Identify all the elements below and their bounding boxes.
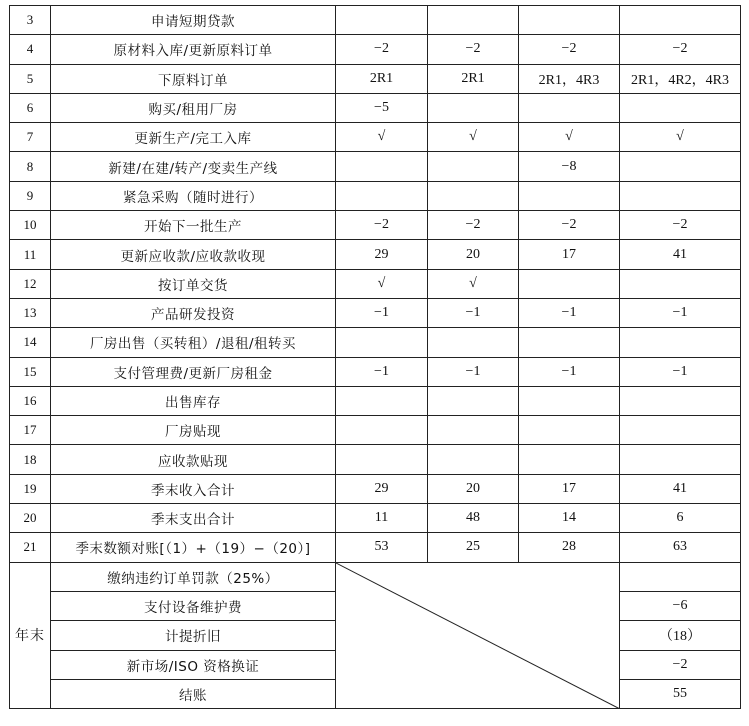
table-row bbox=[10, 64, 741, 93]
task-cell: 按订单交货 bbox=[51, 269, 336, 298]
quarter-q1-cell: −1 bbox=[336, 298, 428, 327]
table-row bbox=[10, 416, 741, 445]
year-end-row bbox=[10, 562, 741, 591]
year-end-value-cell: −2 bbox=[620, 650, 741, 679]
quarter-q1-cell: 29 bbox=[336, 240, 428, 269]
quarter-q1-cell bbox=[336, 416, 428, 445]
table-row bbox=[10, 6, 741, 35]
quarter-q4-cell bbox=[620, 152, 741, 181]
quarter-q1-cell bbox=[336, 328, 428, 357]
year-end-task-cell: 计提折旧 bbox=[51, 621, 336, 650]
quarter-q4-cell: −1 bbox=[620, 298, 741, 327]
quarter-q3-cell bbox=[519, 416, 620, 445]
task-cell: 购买/租用厂房 bbox=[51, 93, 336, 122]
row-number: 11 bbox=[10, 240, 51, 269]
task-cell: 下原料订单 bbox=[51, 64, 336, 93]
quarter-q3-cell: −2 bbox=[519, 35, 620, 64]
quarter-q4-cell bbox=[620, 269, 741, 298]
quarter-q4-cell bbox=[620, 6, 741, 35]
row-number: 20 bbox=[10, 504, 51, 533]
task-cell: 更新应收款/应收款收现 bbox=[51, 240, 336, 269]
quarter-q4-cell: −1 bbox=[620, 357, 741, 386]
quarter-q3-cell bbox=[519, 445, 620, 474]
quarter-q1-cell bbox=[336, 181, 428, 210]
table-row bbox=[10, 533, 741, 562]
quarter-q1-cell bbox=[336, 152, 428, 181]
quarter-q2-cell: −1 bbox=[428, 298, 519, 327]
row-number: 17 bbox=[10, 416, 51, 445]
quarter-q2-cell: 25 bbox=[428, 533, 519, 562]
quarter-q2-cell bbox=[428, 328, 519, 357]
quarter-q4-cell: −2 bbox=[620, 35, 741, 64]
year-end-task-cell: 缴纳违约订单罚款（25%） bbox=[51, 562, 336, 591]
quarter-q1-cell: −1 bbox=[336, 357, 428, 386]
row-number: 18 bbox=[10, 445, 51, 474]
quarter-q4-cell bbox=[620, 181, 741, 210]
quarter-q2-cell: 2R1 bbox=[428, 64, 519, 93]
row-number: 9 bbox=[10, 181, 51, 210]
task-cell: 应收款贴现 bbox=[51, 445, 336, 474]
year-end-value-cell bbox=[620, 562, 741, 591]
quarter-q4-cell bbox=[620, 445, 741, 474]
quarter-q1-cell: −5 bbox=[336, 93, 428, 122]
row-number: 10 bbox=[10, 211, 51, 240]
task-cell: 季末数额对账[（1）+（19）−（20）] bbox=[51, 533, 336, 562]
quarter-q2-cell: 48 bbox=[428, 504, 519, 533]
quarter-q3-cell bbox=[519, 328, 620, 357]
quarter-q4-cell: 2R1，4R2，4R3 bbox=[620, 64, 741, 93]
quarter-q1-cell: 29 bbox=[336, 474, 428, 503]
row-number: 7 bbox=[10, 123, 51, 152]
quarter-q3-cell: √ bbox=[519, 123, 620, 152]
table-row bbox=[10, 474, 741, 503]
quarter-q3-cell bbox=[519, 6, 620, 35]
quarter-q3-cell: 28 bbox=[519, 533, 620, 562]
quarter-q2-cell: √ bbox=[428, 269, 519, 298]
row-number: 16 bbox=[10, 386, 51, 415]
task-cell: 出售库存 bbox=[51, 386, 336, 415]
table-container bbox=[9, 5, 741, 709]
quarter-q2-cell bbox=[428, 386, 519, 415]
task-cell: 厂房出售（买转租）/退租/租转买 bbox=[51, 328, 336, 357]
row-number: 5 bbox=[10, 64, 51, 93]
quarter-q2-cell: −2 bbox=[428, 211, 519, 240]
diagonal-blank-cell bbox=[336, 562, 620, 708]
row-number: 6 bbox=[10, 93, 51, 122]
task-cell: 开始下一批生产 bbox=[51, 211, 336, 240]
table-row bbox=[10, 35, 741, 64]
quarter-q1-cell: −2 bbox=[336, 35, 428, 64]
quarter-q2-cell bbox=[428, 416, 519, 445]
quarter-q1-cell bbox=[336, 6, 428, 35]
quarter-q4-cell: 6 bbox=[620, 504, 741, 533]
row-number: 14 bbox=[10, 328, 51, 357]
table-row bbox=[10, 298, 741, 327]
quarter-q1-cell: −2 bbox=[336, 211, 428, 240]
quarter-q2-cell bbox=[428, 445, 519, 474]
year-end-task-cell: 结账 bbox=[51, 679, 336, 708]
quarter-q4-cell: 63 bbox=[620, 533, 741, 562]
quarter-q2-cell bbox=[428, 152, 519, 181]
quarter-q3-cell bbox=[519, 269, 620, 298]
quarter-q1-cell bbox=[336, 386, 428, 415]
quarter-q3-cell: 17 bbox=[519, 240, 620, 269]
quarter-q2-cell bbox=[428, 181, 519, 210]
task-cell: 季末收入合计 bbox=[51, 474, 336, 503]
quarter-q2-cell: 20 bbox=[428, 474, 519, 503]
year-end-value-cell: 55 bbox=[620, 679, 741, 708]
table-row bbox=[10, 211, 741, 240]
table-row bbox=[10, 269, 741, 298]
table-row bbox=[10, 445, 741, 474]
quarter-q3-cell bbox=[519, 181, 620, 210]
table-row bbox=[10, 181, 741, 210]
quarter-q2-cell bbox=[428, 6, 519, 35]
task-cell: 原材料入库/更新原料订单 bbox=[51, 35, 336, 64]
diagonal-line bbox=[336, 563, 619, 708]
year-end-value-cell: −6 bbox=[620, 591, 741, 620]
table-row bbox=[10, 357, 741, 386]
quarter-q1-cell: √ bbox=[336, 123, 428, 152]
table-row bbox=[10, 328, 741, 357]
quarter-q1-cell: √ bbox=[336, 269, 428, 298]
quarter-q4-cell: −2 bbox=[620, 211, 741, 240]
quarter-q3-cell: −8 bbox=[519, 152, 620, 181]
quarter-q2-cell: −1 bbox=[428, 357, 519, 386]
quarter-q3-cell: 2R1，4R3 bbox=[519, 64, 620, 93]
year-end-task-cell: 新市场/ISO 资格换证 bbox=[51, 650, 336, 679]
quarter-q1-cell: 53 bbox=[336, 533, 428, 562]
year-end-task-cell: 支付设备维护费 bbox=[51, 591, 336, 620]
year-end-label: 年末 bbox=[10, 562, 51, 708]
task-cell: 紧急采购（随时进行） bbox=[51, 181, 336, 210]
quarter-q1-cell bbox=[336, 445, 428, 474]
table-row bbox=[10, 504, 741, 533]
quarter-q4-cell: 41 bbox=[620, 474, 741, 503]
row-number: 4 bbox=[10, 35, 51, 64]
quarter-q3-cell bbox=[519, 386, 620, 415]
task-cell: 厂房贴现 bbox=[51, 416, 336, 445]
cash-flow-table bbox=[9, 5, 741, 709]
quarter-q2-cell bbox=[428, 93, 519, 122]
quarter-q4-cell bbox=[620, 93, 741, 122]
row-number: 12 bbox=[10, 269, 51, 298]
quarter-q3-cell: −2 bbox=[519, 211, 620, 240]
quarter-q3-cell: −1 bbox=[519, 298, 620, 327]
quarter-q1-cell: 11 bbox=[336, 504, 428, 533]
quarter-q2-cell: √ bbox=[428, 123, 519, 152]
row-number: 8 bbox=[10, 152, 51, 181]
quarter-q4-cell bbox=[620, 328, 741, 357]
row-number: 15 bbox=[10, 357, 51, 386]
task-cell: 季末支出合计 bbox=[51, 504, 336, 533]
quarter-q3-cell: 14 bbox=[519, 504, 620, 533]
task-cell: 申请短期贷款 bbox=[51, 6, 336, 35]
quarter-q1-cell: 2R1 bbox=[336, 64, 428, 93]
task-cell: 新建/在建/转产/变卖生产线 bbox=[51, 152, 336, 181]
row-number: 13 bbox=[10, 298, 51, 327]
quarter-q4-cell bbox=[620, 416, 741, 445]
quarter-q2-cell: −2 bbox=[428, 35, 519, 64]
quarter-q3-cell bbox=[519, 93, 620, 122]
table-row bbox=[10, 240, 741, 269]
quarter-q2-cell: 20 bbox=[428, 240, 519, 269]
task-cell: 更新生产/完工入库 bbox=[51, 123, 336, 152]
task-cell: 产品研发投资 bbox=[51, 298, 336, 327]
row-number: 3 bbox=[10, 6, 51, 35]
table-body bbox=[10, 6, 741, 709]
year-end-value-cell: （18） bbox=[620, 621, 741, 650]
quarter-q3-cell: −1 bbox=[519, 357, 620, 386]
quarter-q4-cell bbox=[620, 386, 741, 415]
quarter-q4-cell: 41 bbox=[620, 240, 741, 269]
task-cell: 支付管理费/更新厂房租金 bbox=[51, 357, 336, 386]
row-number: 19 bbox=[10, 474, 51, 503]
table-row bbox=[10, 93, 741, 122]
quarter-q3-cell: 17 bbox=[519, 474, 620, 503]
table-row bbox=[10, 386, 741, 415]
table-row bbox=[10, 152, 741, 181]
quarter-q4-cell: √ bbox=[620, 123, 741, 152]
row-number: 21 bbox=[10, 533, 51, 562]
table-row bbox=[10, 123, 741, 152]
